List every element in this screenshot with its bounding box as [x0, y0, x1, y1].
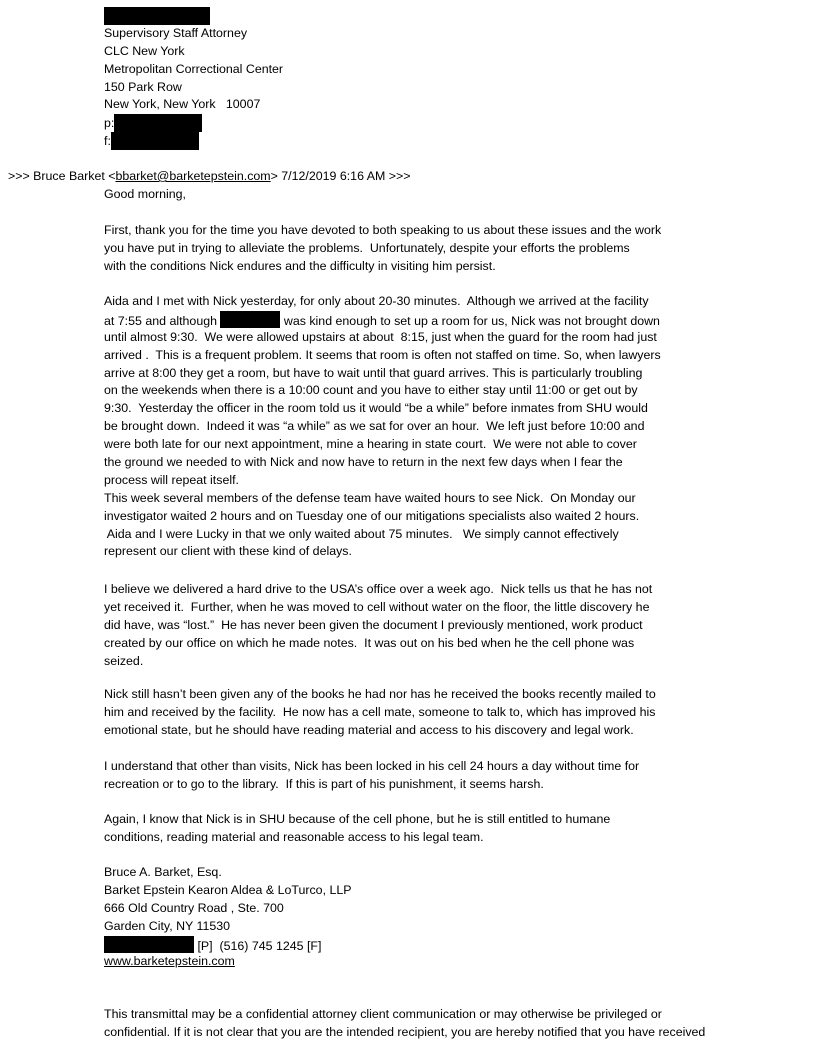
fax-label: f: [104, 134, 111, 149]
paragraph-line: with the conditions Nick endures and the difficulty in visiting him persist. [104, 258, 496, 273]
paragraph-line-with-redaction [104, 311, 724, 329]
paragraph-line: Aida and I met with Nick yesterday, for only about 20-30 minutes. Although we arrived at the facility [104, 294, 649, 308]
paragraph-line: investigator waited 2 hours and on Tuesday one of our mitigations specialists also waited 2 hours. [104, 508, 640, 523]
paragraph-fragment: at 7:55 and although [104, 313, 221, 328]
paragraph-line: conditions, reading material and reasonable access to his legal team. [104, 829, 484, 844]
redacted-name-line [104, 7, 724, 25]
paragraph-line: yet received it. Further, when he was moved to cell without water on the floor, the little discovery he [104, 599, 650, 614]
paragraph-3 [104, 581, 724, 670]
signature-phones [104, 936, 724, 954]
paragraph-line: represent our client with these kind of delays. [104, 544, 352, 559]
disclaimer-line: This transmittal may be a confidential attorney client communication or may otherwise be privileged or [104, 1007, 662, 1021]
paragraph-line: 9:30. Yesterday the officer in the room told us it would “be a while” before inmates from SHU would [104, 401, 648, 416]
paragraph-line: First, thank you for the time you have devoted to both speaking to us about these issues and the work [104, 223, 662, 237]
paragraph-line: process will repeat itself. [104, 472, 239, 487]
signature-phone [104, 114, 724, 132]
redaction-bar [104, 7, 210, 25]
sender-email-link[interactable]: bbarket@barketepstein.com [115, 169, 271, 183]
signature-city: New York, New York 10007 [104, 97, 261, 112]
signature-fax [104, 132, 724, 150]
paragraph-line: This week several members of the defense team have waited hours to see Nick. On Monday our [104, 490, 636, 505]
greeting [104, 186, 724, 204]
signature-street: 150 Park Row [104, 79, 182, 94]
reply-header-suffix: > 7/12/2019 6:16 AM >>> [270, 169, 411, 183]
paragraph-line: I understand that other than visits, Nick has been locked in his cell 24 hours a day without time for [104, 759, 640, 773]
signature-bottom [104, 864, 724, 971]
phone-fax-text: [P] (516) 745 1245 [F] [194, 938, 322, 953]
greeting-text: Good morning, [104, 187, 186, 201]
paragraph-2 [104, 293, 724, 561]
signature-website [104, 953, 724, 971]
paragraph-line: arrived . This is a frequent problem. It seems that room is often not staffed on time. So, when lawyers [104, 347, 661, 362]
website-link[interactable]: www.barketepstein.com [104, 954, 235, 969]
paragraph-line: him and received by the facility. He now has a cell mate, someone to talk to, which has improved his [104, 704, 656, 719]
redaction-bar [220, 311, 280, 328]
signature-street: 666 Old Country Road , Ste. 700 [104, 900, 284, 915]
paragraph-line: be brought down. Indeed it was “a while” as we sat for over an hour. We left just before 10:00 and [104, 419, 645, 434]
paragraph-line: recreation or to go to the library. If this is part of his punishment, it seems harsh. [104, 776, 544, 791]
paragraph-line: the ground we needed to with Nick and now have to return in the next few days when I fear the [104, 455, 623, 470]
signature-city: Garden City, NY 11530 [104, 918, 231, 933]
redaction-bar [104, 936, 194, 953]
paragraph-1 [104, 222, 724, 276]
paragraph-line: arrive at 8:00 they get a room, but have to wait until that guard arrives. This is particularly troubling [104, 365, 643, 380]
paragraph-line: Again, I know that Nick is in SHU because of the cell phone, but he is still entitled to humane [104, 812, 611, 826]
reply-header [8, 168, 410, 186]
paragraph-line: Aida and I were Lucky in that we only waited about 75 minutes. We simply cannot effectively [104, 526, 619, 541]
signature-firm: Barket Epstein Kearon Aldea & LoTurco, LLP [104, 882, 352, 897]
paragraph-line: created by our office on which he made notes. It was out on his bed when he the cell phone was [104, 635, 635, 650]
phone-label: p: [104, 116, 115, 131]
paragraph-5 [104, 758, 724, 794]
paragraph-line: until almost 9:30. We were allowed upstairs at about 8:15, just when the guard for the room had just [104, 329, 657, 344]
paragraph-line: on the weekends when there is a 10:00 count and you have to either stay until 11:00 or get out by [104, 383, 638, 398]
reply-header-prefix: >>> Bruce Barket < [8, 169, 116, 183]
signature-top [104, 7, 724, 150]
paragraph-6 [104, 811, 724, 847]
paragraph-line: seized. [104, 653, 144, 668]
paragraph-4 [104, 686, 724, 740]
paragraph-line: I believe we delivered a hard drive to the USA’s office over a week ago. Nick tells us that he has not [104, 582, 653, 596]
paragraph-line: you have put in trying to alleviate the problems. Unfortunately, despite your efforts the problems [104, 240, 630, 255]
signature-title: Supervisory Staff Attorney [104, 25, 248, 40]
signature-facility: Metropolitan Correctional Center [104, 61, 284, 76]
disclaimer [104, 1006, 804, 1042]
paragraph-line: emotional state, but he should have reading material and access to his discovery and legal work. [104, 722, 634, 737]
paragraph-line: did have, was “lost.” He has never been given the document I previously mentioned, work product [104, 617, 643, 632]
signature-name: Bruce A. Barket, Esq. [104, 865, 222, 879]
paragraph-line: Nick still hasn’t been given any of the books he had nor has he received the books recently mailed to [104, 687, 656, 701]
redaction-bar [111, 132, 199, 150]
signature-org: CLC New York [104, 43, 185, 58]
paragraph-line: were both late for our next appointment, mine a hearing in state court. We were not able to cover [104, 437, 637, 452]
disclaimer-line: confidential. If it is not clear that you are the intended recipient, you are hereby notified that you have received [104, 1024, 706, 1039]
paragraph-fragment: was kind enough to set up a room for us, Nick was not brought down [280, 313, 660, 328]
redaction-bar [114, 114, 202, 132]
